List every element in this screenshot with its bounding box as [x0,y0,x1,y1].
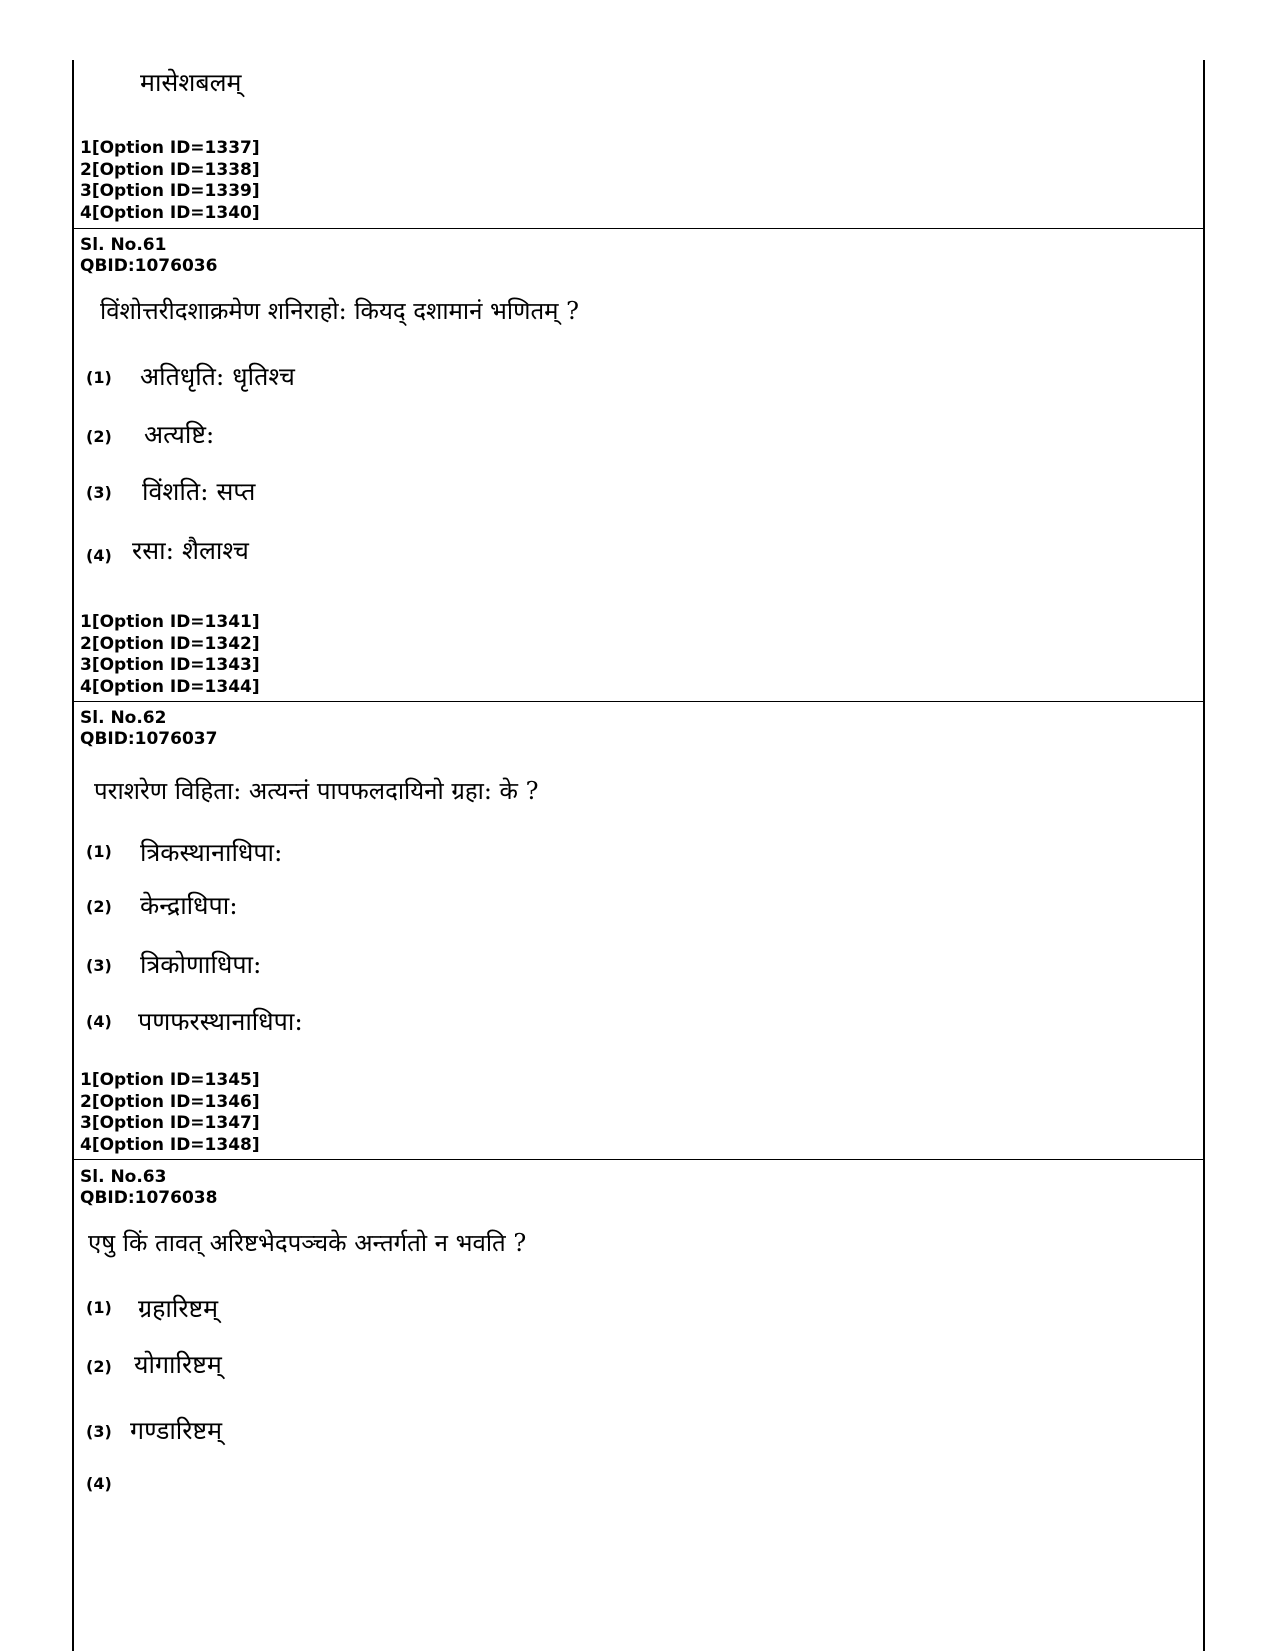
option-id-line: 3[Option ID=1339] [80,181,260,201]
question-text: एषु किं तावत् अरिष्टभेदपञ्चके अन्तर्गतो न भवति ? [88,1229,527,1257]
option-id-line: 4[Option ID=1344] [80,676,260,697]
question-text: पराशरेण विहिता: अत्यन्तं पापफलदायिनो ग्रहा: के ? [94,777,539,805]
option-number: (3) [86,1422,112,1441]
carryover-option-ids [80,138,260,224]
option-id-line: 3[Option ID=1343] [80,655,260,675]
option-number: (3) [86,483,112,502]
carryover-option-text: मासेशबलम् [140,68,242,97]
option-id-line: 2[Option ID=1342] [80,633,260,654]
option-id-line: 2[Option ID=1346] [80,1091,260,1112]
option-number: (2) [86,897,112,916]
option-text: अतिधृति: धृतिश्च [140,362,295,391]
question-block-62 [74,702,1203,1159]
option-number: (2) [86,1357,112,1376]
option-number: (1) [86,1298,112,1317]
option-text: विंशति: सप्त [142,477,256,506]
option-text: अत्यष्टि: [144,420,215,449]
option-number: (2) [86,427,112,446]
option-text: पणफरस्थानाधिपा: [138,1007,303,1036]
question-paper-frame [72,60,1205,1651]
question-text: विंशोत्तरीदशाक्रमेण शनिराहो: कियद् दशामानं भणितम् ? [100,297,580,325]
option-number: (1) [86,842,112,861]
option-text: त्रिकोणाधिपा: [140,950,262,979]
qbid: QBID:1076038 [80,1188,218,1208]
option-id-line: 1[Option ID=1337] [80,138,260,158]
serial-number: Sl. No.61 [80,235,167,255]
qbid: QBID:1076036 [80,256,218,276]
option-text: योगारिष्टम् [134,1350,222,1379]
option-id-line: 4[Option ID=1348] [80,1134,260,1155]
question-block-61 [74,229,1203,702]
option-text: ग्रहारिष्टम् [138,1294,219,1323]
option-number: (1) [86,368,112,387]
option-id-line: 2[Option ID=1338] [80,159,260,180]
question-block-63 [74,1160,1203,1651]
option-id-line: 1[Option ID=1345] [80,1070,260,1090]
qbid: QBID:1076037 [80,729,218,749]
option-ids [80,612,260,698]
serial-number: Sl. No.63 [80,1167,167,1187]
option-id-line: 4[Option ID=1340] [80,202,260,223]
serial-number: Sl. No.62 [80,708,167,728]
option-number: (3) [86,956,112,975]
option-id-line: 1[Option ID=1341] [80,612,260,632]
carryover-block [74,60,1203,230]
option-ids [80,1070,260,1156]
option-text: रसा: शैलाश्च [132,536,249,565]
option-number: (4) [86,1474,112,1493]
option-number: (4) [86,1012,112,1031]
option-text: केन्द्राधिपा: [140,891,238,920]
option-text: त्रिकस्थानाधिपा: [140,838,283,867]
option-number: (4) [86,546,112,565]
option-id-line: 3[Option ID=1347] [80,1113,260,1133]
option-text: गण्डारिष्टम् [130,1416,223,1445]
